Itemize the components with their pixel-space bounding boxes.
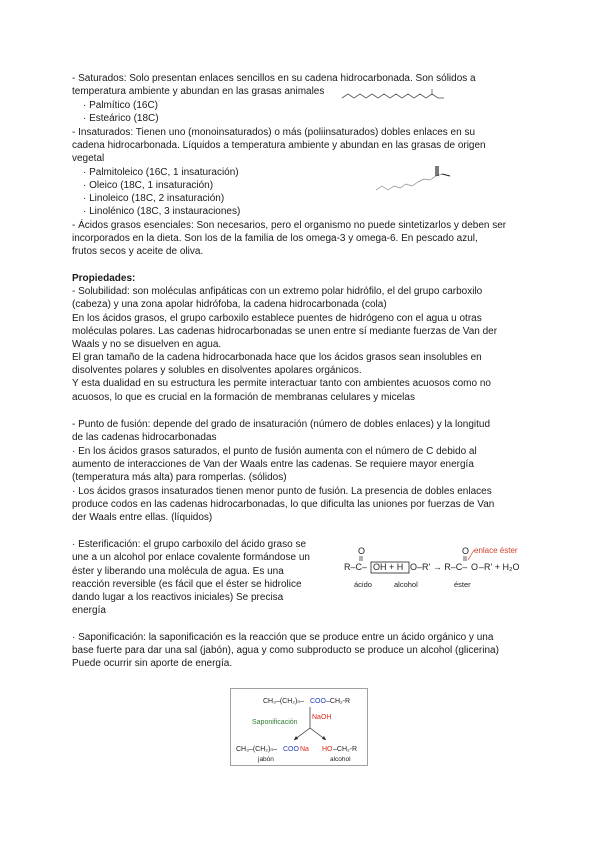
paragraph-line: · Esterificación: el grupo carboxilo del ácido graso se — [72, 539, 307, 550]
paragraph-line: · Saponificación: la saponificación es la reacción que se produce entre un ácido orgánico y una — [72, 632, 494, 643]
unsaturated-fatty-acid-structure — [372, 160, 462, 196]
bottom-left-formula: CH₃–(CH₂)ₙ– — [236, 746, 278, 753]
paragraph-line: Waals y no se disuelven en agua. — [72, 339, 222, 350]
formula-acid: R–C– — [344, 562, 368, 572]
paragraph-line: produce codos en las cadenas hidrocarbonadas, lo que dificulta las uniones por fuerzas de Van — [72, 499, 495, 510]
top-formula-chain: CH₃–(CH₂)ₙ– — [263, 698, 305, 705]
paragraph-line: dando lugar a los reactivos iniciales) Se precisa — [72, 592, 284, 603]
paragraph-line: El gran tamaño de la cadena hidrocarbonada hace que los ácidos grasos sean insolubles en — [72, 352, 482, 363]
list-item: · Linoleico (18C, 2 insaturación) — [83, 193, 225, 204]
paragraph-line: - Punto de fusión: depende del grado de insaturación (número de dobles enlaces) y la longitud — [72, 419, 491, 430]
saturated-fatty-acid-structure — [340, 88, 452, 104]
paragraph-line: Puede ocurrir sin aporte de energía. — [72, 658, 233, 669]
paragraph-line: En los ácidos grasos, el grupo carboxilo establece puentes de hidrógeno con el agua u otras — [72, 313, 482, 324]
ester-oxygen: O — [471, 562, 479, 572]
top-formula-coo: COO — [310, 698, 326, 705]
bottom-left-na: Na — [300, 746, 309, 753]
list-item: · Palmitoleico (16C, 1 insaturación) — [83, 167, 239, 178]
paragraph-line: (temperatura más alta) para romperlas. (sólidos) — [72, 472, 287, 483]
paragraph-line: éster y liberando una molécula de agua. Es una — [72, 566, 284, 577]
saponification-reaction-figure — [230, 688, 368, 766]
section-title: Propiedades: — [72, 273, 136, 284]
formula-middle: O–R' → R–C– — [410, 562, 468, 572]
paragraph-line: · Los ácidos grasos insaturados tienen menor punto de fusión. La presencia de dobles enlaces — [72, 486, 492, 497]
list-item: · Oleico (18C, 1 insaturación) — [83, 180, 214, 191]
bottom-right-formula: –CH₂-R — [333, 746, 358, 753]
naoh-reagent: NaOH — [312, 714, 332, 721]
paragraph-line: une a un alcohol por enlace covalente formándose un — [72, 552, 310, 563]
caption-alcohol: alcohol — [394, 580, 418, 589]
list-item: · Esteárico (18C) — [83, 113, 159, 124]
top-formula-ester-end: –CH₂-R — [326, 698, 351, 705]
paragraph-line: - Solubilidad: son moléculas anfipáticas con un extremo polar hidrófilo, el del grupo carboxilo — [72, 286, 483, 297]
bottom-right-ho: HO — [322, 746, 333, 753]
carbonyl-o-ester: O — [462, 546, 470, 556]
caption-ester: éster — [454, 580, 471, 589]
paragraph-line: moléculas polares. Las cadenas hidrocarbonadas se unen entre sí mediante fuerzas de Van der — [72, 326, 498, 337]
bottom-left-coo: COO — [283, 746, 299, 753]
carbonyl-o-acid: O — [358, 546, 366, 556]
esenciales-line-2: incorporados en la dieta. Son los de la familia de los omega-3 y omega-6. En pescado azul, — [72, 233, 478, 244]
paragraph-line: base fuerte para dar una sal (jabón), agua y como subproducto se produce un alcohol (glicerina) — [72, 645, 499, 656]
insaturados-line-1: - Insaturados: Tienen uno (monoinsaturados) o más (poliinsaturados) dobles enlaces en su — [72, 127, 476, 138]
esterification-reaction-figure — [340, 544, 545, 594]
caption-alcohol: alcohol — [330, 756, 351, 763]
paragraph-line: Y esta dualidad en su estructura les permite interactuar tanto con ambientes acuosos como no — [72, 378, 491, 389]
paragraph-line: reacción reversible (es fácil que el éster se hidrolice — [72, 579, 302, 590]
formula-products: –R' + H₂O — [479, 562, 520, 572]
paragraph-line: · En los ácidos grasos saturados, el punto de fusión aumenta con el número de C debido al — [72, 446, 477, 457]
insaturados-line-3: vegetal — [72, 153, 105, 164]
ester-bond-label: enlace éster — [474, 546, 518, 555]
saturados-line-1: - Saturados: Solo presentan enlaces sencillos en su cadena hidrocarbonada. Son sólidos a — [72, 73, 476, 84]
list-item: · Palmítico (16C) — [83, 100, 159, 111]
paragraph-line: (cabeza) y una zona apolar hidrófoba, la cadena hidrocarbonada (cola) — [72, 299, 387, 310]
saturados-line-2: temperatura ambiente y abundan en las grasas animales — [72, 86, 325, 97]
caption-acid: ácido — [354, 580, 372, 589]
formula-oh-h: OH + H — [373, 562, 404, 572]
caption-jabon: jabón — [258, 756, 274, 763]
list-item: · Linolénico (18C, 3 instauraciones) — [83, 206, 241, 217]
insaturados-line-2: cadena hidrocarbonada. Líquidos a temperatura ambiente y abundan en las grasas de origen — [72, 140, 486, 151]
paragraph-line: aumento de interacciones de Van der Waals entre las cadenas. Se requiere mayor energía — [72, 459, 474, 470]
paragraph-line: disolventes polares y solubles en disolventes apolares orgánicos. — [72, 365, 362, 376]
paragraph-line: energía — [72, 605, 106, 616]
esenciales-line-3: frutos secos y aceite de oliva. — [72, 246, 204, 257]
esenciales-line-1: - Ácidos grasos esenciales: Son necesarios, pero el organismo no puede sintetizarlos y deben ser — [72, 220, 507, 231]
paragraph-line: acuosos, lo que es crucial en la formación de membranas celulares y micelas — [72, 392, 415, 403]
paragraph-line: de las cadenas hidrocarbonadas — [72, 432, 217, 443]
reaction-label: Saponificación — [252, 719, 298, 726]
paragraph-line: der Waals entre ellas. (líquidos) — [72, 512, 213, 523]
